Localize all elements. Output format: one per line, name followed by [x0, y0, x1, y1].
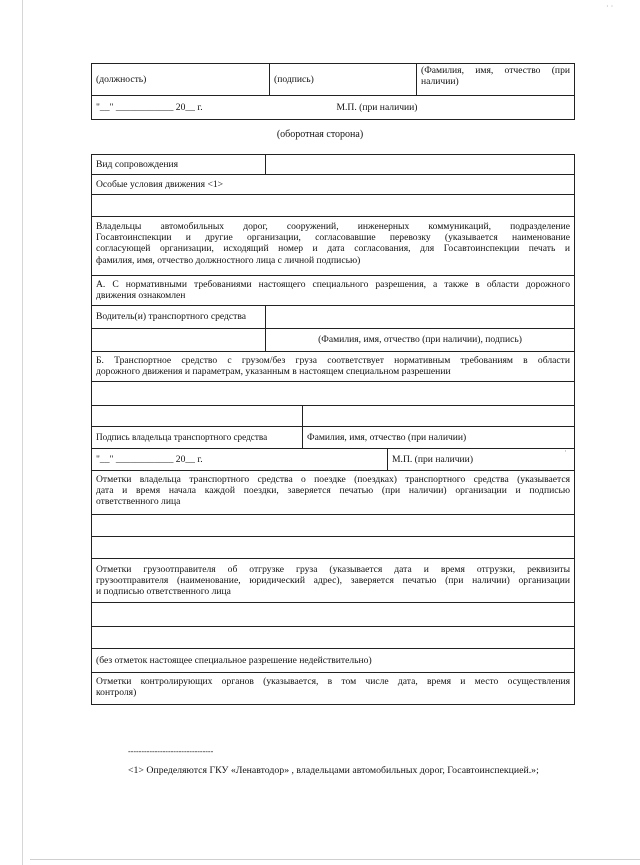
- signature-table: [91, 63, 575, 120]
- owner-blank-cell: [92, 406, 303, 427]
- footnote-separator: --------------------------------: [128, 747, 214, 756]
- owner-trip-marks-blank-row: [92, 515, 575, 537]
- owner-fio-cell: [303, 427, 575, 449]
- agreed-organizations-text: Госавтоинспекции и другие организации, согласовавшие перевозку (указывается наименование: [96, 232, 571, 244]
- reverse-side-table: [91, 154, 575, 705]
- scan-mark: · ·: [606, 2, 614, 11]
- stamp-label: М.П. (при наличии): [336, 101, 418, 113]
- escort-type-label: Вид сопровождения: [96, 158, 179, 170]
- shipper-marks-text: и подписью ответственного лица: [96, 586, 231, 598]
- page-bottom-edge: [30, 859, 640, 860]
- position-cell: [92, 64, 270, 96]
- owner-trip-marks-text: ответственного лица: [96, 496, 181, 508]
- signature-cell: [270, 64, 417, 96]
- fio-label-line: (Фамилия, имя, отчество (при: [421, 65, 570, 76]
- agreed-organizations-row: [92, 217, 575, 276]
- special-conditions-label: Особые условия движения <1>: [96, 178, 224, 190]
- owner-signature-cell: [92, 427, 303, 449]
- drivers-blank-cell: [92, 329, 266, 352]
- shipper-marks-blank-row: [92, 603, 575, 627]
- owner-trip-marks-text: дата и время начала каждой поездки, заверяется печатью (при наличии) организации и подписью: [96, 485, 571, 497]
- date-stamp-row: [92, 96, 575, 120]
- owner-trip-marks-row: [92, 471, 575, 515]
- section-a-text: А. С нормативными требованиями настоящего специального разрешения, а также в области дорожного: [96, 279, 571, 290]
- stamp-label: М.П. (при наличии): [392, 453, 474, 465]
- shipper-marks-blank-row: [92, 627, 575, 649]
- owner-trip-marks-text: Отметки владельца транспортного средства о поездке (поездках) транспортного средства (указывается: [96, 474, 571, 485]
- fio-label-line: наличии): [421, 76, 459, 88]
- section-b-row: [92, 352, 575, 382]
- date-placeholder: "__" ____________ 20__ г.: [96, 101, 203, 113]
- fio-cell: [417, 64, 575, 96]
- shipper-marks-text: грузоотправителя (наименование, юридический адрес), заверяется печатью (при наличии) организации: [96, 575, 571, 587]
- section-a-text: движения ознакомлен: [96, 290, 186, 302]
- owner-stamp-cell: [388, 449, 575, 471]
- position-label: (должность): [96, 73, 147, 85]
- owner-trip-marks-blank-row: [92, 537, 575, 559]
- special-conditions-value-row: [92, 195, 575, 217]
- drivers-value-cell: [266, 306, 575, 329]
- special-conditions-row: [92, 175, 575, 195]
- control-marks-text: контроля): [96, 687, 137, 699]
- owner-blank-cell: [303, 406, 575, 427]
- owner-fio-label: Фамилия, имя, отчество (при наличии): [307, 431, 467, 443]
- control-marks-text: Отметки контролирующих органов (указывается, в том числе дата, время и место осуществления: [96, 676, 571, 687]
- invalid-note-row: [92, 649, 575, 673]
- drivers-label-cell: [92, 306, 266, 329]
- escort-type-value-cell: [266, 155, 575, 175]
- footnote-text: <1> Определяются ГКУ «Ленавтодор» , владельцами автомобильных дорог, Госавтоинспекцией.»;: [128, 765, 539, 776]
- agreed-organizations-text: согласующей организации, исходящий номер и дата согласования, для Госавтоинспекции печать и: [96, 243, 571, 255]
- section-b-blank-row: [92, 382, 575, 406]
- scan-mark: ·: [564, 446, 567, 456]
- date-placeholder: "__" ____________ 20__ г.: [96, 453, 203, 465]
- control-marks-row: [92, 673, 575, 705]
- agreed-organizations-text: фамилия, имя, отчество должностного лица с личной подписью): [96, 254, 361, 266]
- drivers-fio-label: (Фамилия, имя, отчество (при наличии), подпись): [318, 334, 522, 346]
- escort-type-label-cell: [92, 155, 266, 175]
- drivers-label: Водитель(и) транспортного средства: [96, 311, 247, 323]
- owner-date-cell: [92, 449, 388, 471]
- shipper-marks-row: [92, 559, 575, 603]
- agreed-organizations-text: Владельцы автомобильных дорог, сооружений, инженерных коммуникаций, подразделение: [96, 221, 571, 232]
- section-a-row: [92, 276, 575, 306]
- shipper-marks-text: Отметки грузоотправителя об отгрузке груза (указывается дата и время отгрузки, реквизиты: [96, 564, 571, 575]
- section-b-text: дорожного движения и параметрам, указанным в настоящем специальном разрешении: [96, 366, 451, 378]
- signature-label: (подпись): [274, 73, 314, 85]
- invalid-note-text: (без отметок настоящее специальное разрешение недействительно): [96, 654, 372, 666]
- drivers-fio-cell: [266, 329, 575, 352]
- owner-signature-label: Подпись владельца транспортного средства: [96, 431, 268, 442]
- reverse-side-caption: (оборотная сторона): [276, 129, 364, 140]
- section-b-text: Б. Транспортное средство с грузом/без груза соответствует нормативным требованиям в области: [96, 355, 571, 366]
